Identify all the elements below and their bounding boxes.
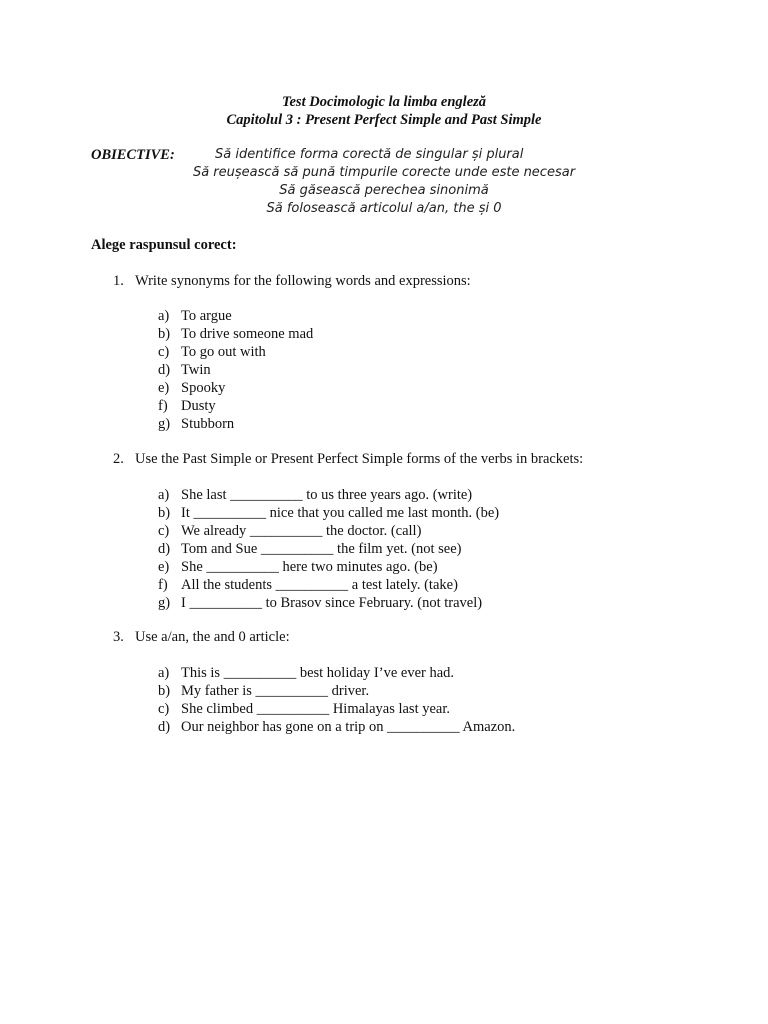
document-subtitle: Capitolul 3 : Present Perfect Simple and Past Simple	[226, 112, 542, 128]
item-label: c)	[158, 701, 170, 717]
item-label: b)	[158, 683, 171, 699]
item-label: a)	[158, 665, 170, 681]
item-label: e)	[158, 559, 170, 575]
question-text: Use a/an, the and 0 article:	[135, 629, 290, 645]
instruction-heading: Alege raspunsul corect:	[91, 237, 237, 253]
item-text: All the students __________ a test lately. (take)	[181, 577, 458, 593]
objective-line: Să găsească perechea sinonimă	[279, 183, 489, 198]
item-text: She climbed __________ Himalayas last year.	[181, 701, 451, 717]
item-text: We already __________ the doctor. (call)	[181, 523, 422, 539]
item-label: d)	[158, 362, 171, 378]
item-label: g)	[158, 416, 171, 432]
item-label: g)	[158, 595, 171, 611]
item-label: d)	[158, 719, 171, 735]
item-text: Stubborn	[181, 416, 235, 432]
item-label: a)	[158, 487, 170, 503]
objective-line: Să reușească să pună timpurile corecte unde este necesar	[192, 165, 576, 180]
item-text: I __________ to Brasov since February. (not travel)	[181, 595, 483, 611]
item-text: To argue	[181, 308, 232, 324]
objective-line: Să folosească articolul a/an, the și 0	[266, 201, 502, 216]
question-number: 2.	[113, 451, 124, 467]
objective-line: Să identifice forma corectă de singular și plural	[215, 147, 524, 162]
objectives-label: OBIECTIVE:	[91, 147, 175, 163]
item-label: f)	[158, 398, 168, 414]
question-number: 3.	[113, 629, 124, 645]
item-label: d)	[158, 541, 171, 557]
item-text: She last __________ to us three years ago. (write)	[181, 487, 473, 503]
item-text: To go out with	[181, 344, 266, 360]
item-label: f)	[158, 577, 168, 593]
question-text: Write synonyms for the following words and expressions:	[135, 273, 471, 289]
item-text: She __________ here two minutes ago. (be)	[181, 559, 438, 575]
item-text: It __________ nice that you called me last month. (be)	[181, 505, 500, 521]
item-label: b)	[158, 505, 171, 521]
item-label: c)	[158, 523, 170, 539]
item-text: My father is __________ driver.	[181, 683, 370, 699]
item-label: a)	[158, 308, 170, 324]
item-text: Twin	[181, 362, 211, 378]
item-text: Tom and Sue __________ the film yet. (not see)	[181, 541, 462, 557]
item-label: c)	[158, 344, 170, 360]
item-text: Spooky	[181, 380, 226, 396]
item-text: Dusty	[181, 398, 216, 414]
document-title: Test Docimologic la limba engleză	[281, 94, 487, 110]
item-label: e)	[158, 380, 170, 396]
item-text: Our neighbor has gone on a trip on __________ Amazon.	[181, 719, 516, 735]
question-number: 1.	[113, 273, 124, 289]
item-text: This is __________ best holiday I’ve ever had.	[181, 665, 455, 681]
question-text: Use the Past Simple or Present Perfect Simple forms of the verbs in brackets:	[135, 451, 584, 467]
item-label: b)	[158, 326, 171, 342]
item-text: To drive someone mad	[181, 326, 314, 342]
